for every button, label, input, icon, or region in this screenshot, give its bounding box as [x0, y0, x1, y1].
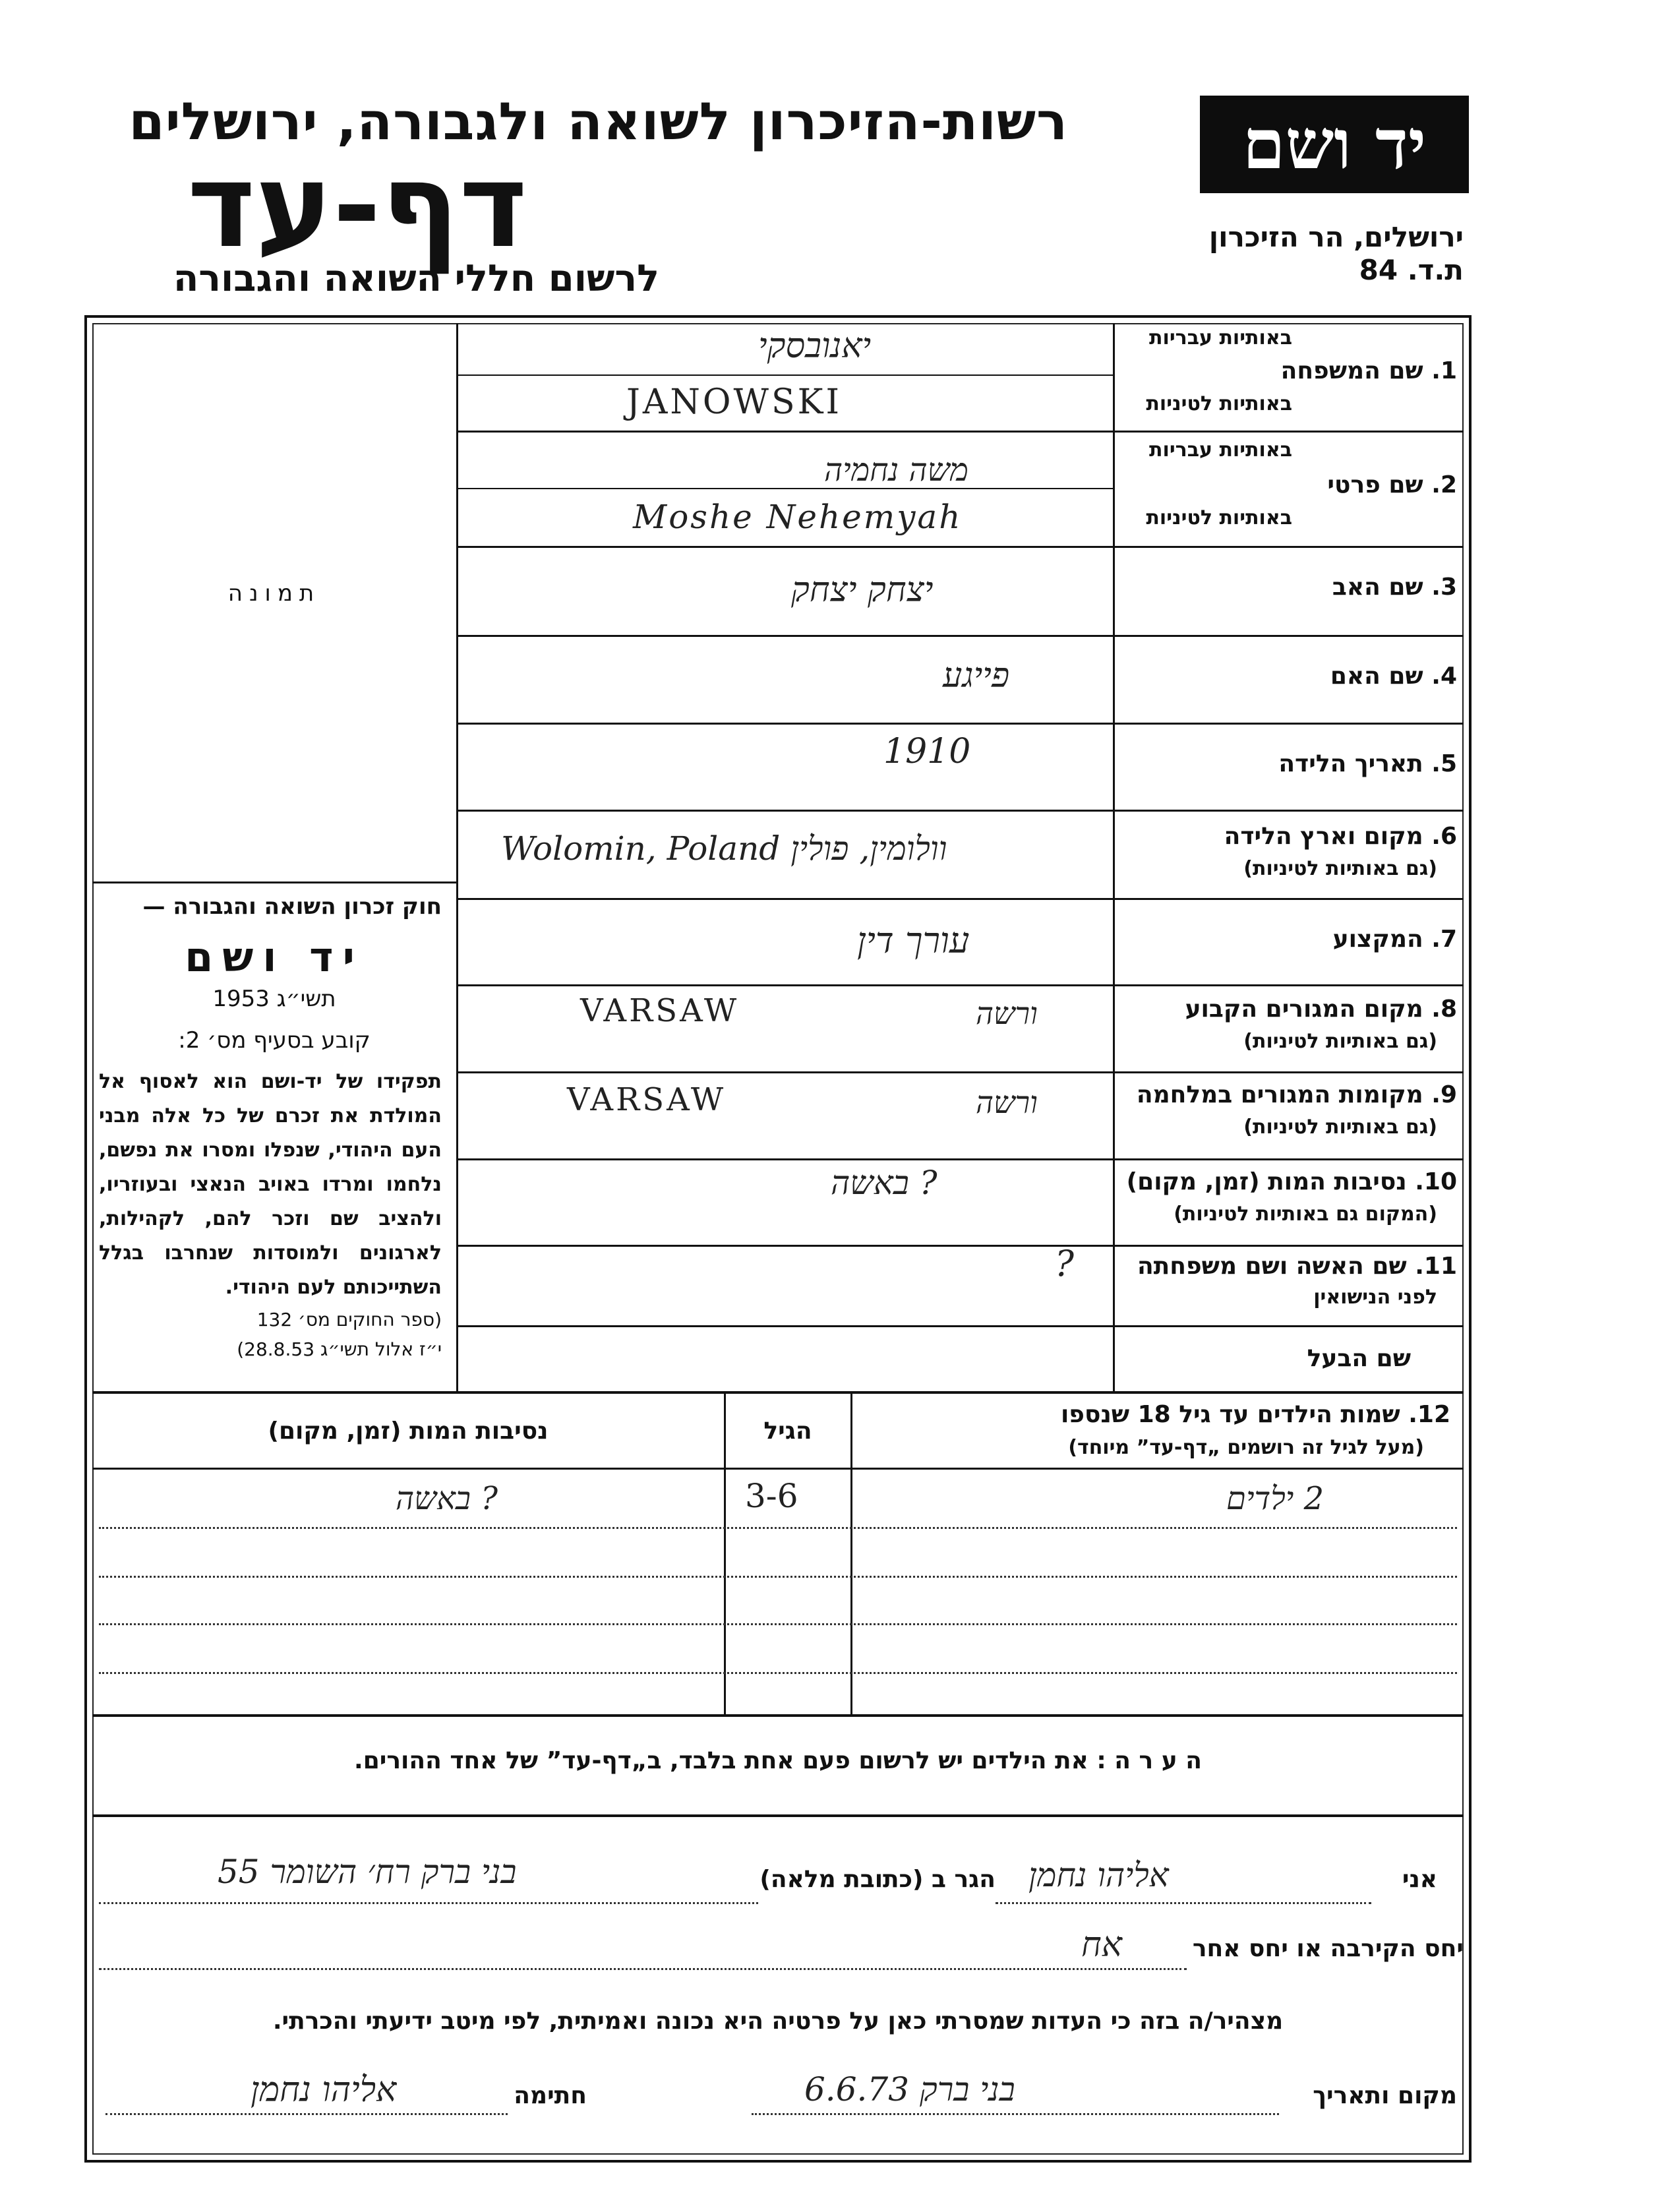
relation-label: יחס הקירבה או יחס אחר [1192, 1935, 1464, 1962]
f12-sub: (מעל לגיל זה רושמים „דף-עד” מיוחד) [1068, 1436, 1424, 1459]
form-subtitle: לרשום חללי השואה והגבורה [173, 257, 659, 300]
firstname-hebrew-value: משה נחמיה [824, 452, 968, 489]
row-line-6 [456, 898, 1464, 900]
f4-label: 4. שם האם [1330, 663, 1457, 690]
f8-sub: (גם באותיות לטיניות) [1243, 1030, 1437, 1053]
firstname-latin-value: Moshe Nehemyah [633, 498, 963, 536]
f1-hebrew-hint: באותיות עבריות [1149, 326, 1292, 349]
f5-label: 5. תאריך הלידה [1278, 750, 1457, 777]
surname-latin-value: JANOWSKI [626, 382, 842, 422]
sub-line-1 [456, 374, 1113, 376]
row-line-11 [456, 1325, 1464, 1327]
profession-value: עורך דין [857, 920, 970, 961]
residence-latin-value: VARSAW [580, 992, 740, 1029]
children-divider-2 [850, 1391, 852, 1714]
place-date-line [752, 2113, 1279, 2115]
row-line-4 [456, 723, 1464, 725]
children-bottom-line [92, 1714, 1464, 1717]
photo-law-separator [92, 882, 456, 883]
row-line-2 [456, 546, 1464, 548]
row-line-1 [456, 431, 1464, 433]
f9-label: 9. מקומות המגורים במלחמה [1136, 1081, 1457, 1108]
birthplace-value: Wolomin, Poland וולומין, פולין [501, 829, 947, 868]
address-line [99, 1902, 758, 1904]
row-line-8 [456, 1071, 1464, 1073]
f11-label: 11. שם האשה ושם משפחתה [1137, 1253, 1457, 1280]
child-row-line-2 [99, 1576, 1457, 1578]
age-column-header: הגיל [763, 1418, 812, 1445]
war-residence-latin-value: VARSAW [567, 1081, 727, 1118]
f6-label: 6. מקום וארץ הלידה [1224, 823, 1457, 850]
birthdate-value: 1910 [883, 732, 971, 771]
witness-address-value: בני ברק רח׳ השומר 55 [218, 1853, 517, 1891]
child-name-value: 2 ילדים [1226, 1480, 1324, 1517]
relation-line [99, 1968, 1187, 1970]
law-name: יד ושם [185, 933, 364, 981]
logo-text: יד ושם [1242, 104, 1427, 185]
row-line-7 [456, 984, 1464, 986]
child-death-value: ? באשה [396, 1480, 498, 1517]
divider-photo-column [456, 323, 458, 1391]
law-ref-2: י״ז אלול תשי״ג 28.8.53) [237, 1338, 442, 1360]
f12-label: 12. שמות הילדים עד גיל 18 שנספו [1060, 1401, 1450, 1428]
children-header-line [92, 1468, 1464, 1470]
law-year: תשי״ג 1953 [212, 986, 336, 1012]
mother-value: פייגע [943, 656, 1010, 696]
witness-name-line [996, 1902, 1371, 1904]
law-title: חוק זכרון השואה והגבורה — [142, 893, 442, 920]
f9-sub: (גם באותיות לטיניות) [1243, 1116, 1437, 1139]
death-column-header: נסיבות המות (זמן, מקום) [268, 1418, 549, 1445]
divider-label-column [1113, 323, 1115, 1391]
child-row-line-3 [99, 1623, 1457, 1625]
law-section: קובע בסעיף מס׳ 2: [178, 1027, 371, 1054]
i-am-label: אני [1402, 1866, 1437, 1893]
resides-label: הגר ב (כתובת מלאה) [759, 1866, 996, 1893]
f11-sub: לפני הנישואין [1313, 1286, 1437, 1309]
wife-name-value: ? [1055, 1243, 1074, 1284]
authority-title: רשות-הזיכרון לשואה ולגבורה, ירושלים [129, 92, 1068, 152]
f10-sub: (המקום גם באותיות לטיניות) [1174, 1203, 1437, 1226]
signature-line [105, 2113, 508, 2115]
declaration-text: מצהיר/ה בזה כי העדות שמסרתי כאן על פרטיה היא נכונה ואמיתית, לפי מיטב ידיעתי והכרתי. [272, 2008, 1284, 2035]
photo-label: תמונה [227, 580, 321, 607]
residence-hebrew-value: ורשה [976, 996, 1038, 1031]
row-line-3 [456, 635, 1464, 637]
f11b-label: שם הבעל [1307, 1345, 1411, 1372]
f3-label: 3. שם האב [1332, 574, 1457, 601]
relation-value: אח [1081, 1925, 1122, 1965]
place-date-value: 6.6.73 בני ברק [804, 2070, 1015, 2108]
signature-value: אליהו נחמן [251, 2070, 397, 2110]
note-bottom-line [92, 1814, 1464, 1817]
row-line-10 [456, 1245, 1464, 1247]
surname-hebrew-value: יאנובסקי [758, 326, 872, 366]
f2-hebrew-hint: באותיות עבריות [1149, 438, 1292, 462]
father-value: יצחק יצחק [791, 570, 934, 610]
row-line-9 [456, 1158, 1464, 1160]
f6-sub: (גם באותיות לטיניות) [1243, 857, 1437, 880]
f8-label: 8. מקום המגורים הקבוע [1185, 996, 1457, 1023]
f1-latin-hint: באותיות לטיניות [1146, 392, 1292, 415]
death-circumstances-value: ? באשה [831, 1164, 937, 1202]
f10-label: 10. נסיבות המות (זמן, מקום) [1126, 1168, 1457, 1195]
address-line-2: ת.ד. 84 [1359, 254, 1464, 286]
child-row-line-4 [99, 1672, 1457, 1674]
row-line-5 [456, 810, 1464, 812]
law-ref-1: (ספר החוקים מס׳ 132 [256, 1309, 442, 1330]
form-title: דף-עד [187, 138, 527, 274]
address-line-1: ירושלים, הר הזיכרון [1208, 221, 1464, 253]
war-residence-hebrew-value: ורשה [976, 1085, 1038, 1120]
sub-line-2 [456, 488, 1113, 489]
witness-name-value: אליהו נחמן [1028, 1856, 1169, 1894]
law-body: תפקידו של יד-ושם הוא לאסוף אל המולדת את זכרם של כל אלה מבני העם היהודי, שנפלו ומסרו את נפשם, נלחמו ומרדו באויב הנאצי ובעוזריו, ולהציב שם וזכר להם, לקהילות, לארגונים ולמוסדות שנחרבו בגלל השתייכותם לעם היהודי. [99, 1070, 442, 1299]
upper-section-bottom [92, 1391, 1464, 1394]
f2-label: 2. שם פרטי [1327, 471, 1457, 498]
child-age-value: 3-6 [745, 1477, 798, 1515]
f2-latin-hint: באותיות לטיניות [1146, 506, 1292, 529]
place-date-label: מקום ותאריך [1313, 2082, 1457, 2109]
f1-label: 1. שם המשפחה [1280, 357, 1457, 384]
note-text: ה ע ר ה : את הילדים יש לרשום פעם אחת בלבד, ב„דף-עד” של אחד ההורים. [354, 1747, 1202, 1774]
f7-label: 7. המקצוע [1332, 926, 1457, 953]
child-row-line-1 [99, 1527, 1457, 1529]
yad-vashem-logo [1200, 96, 1469, 193]
signature-label: חתימה [514, 2082, 587, 2109]
